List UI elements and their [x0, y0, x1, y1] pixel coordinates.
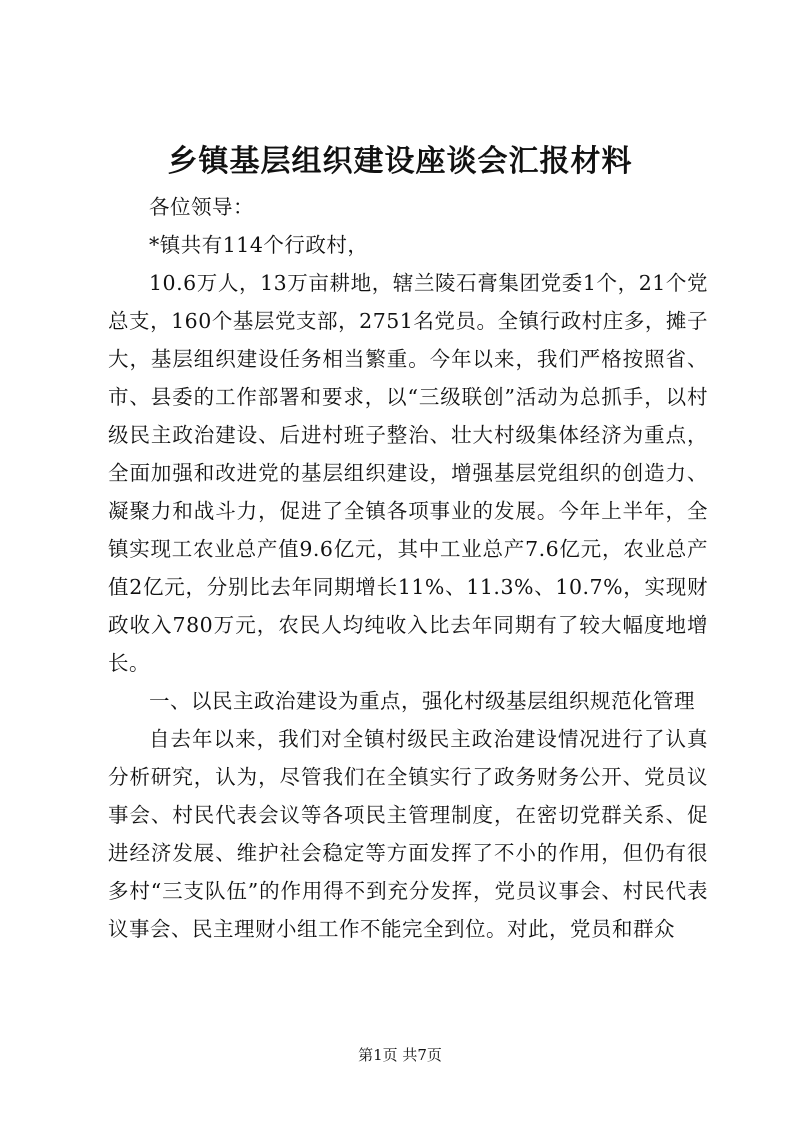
intro-paragraph: *镇共有114个行政村， [149, 233, 369, 257]
salutation-paragraph: 各位领导： [149, 195, 254, 219]
overview-paragraph: 10.6万人，13万亩耕地，辖兰陵石膏集团党委1个，21个党总支，160个基层党支部，2751名党员。全镇行政村庄多，摊子大，基层组织建设任务相当繁重。今年以来，我们严格按照省、市、县委的工作部署和要求，以“三级联创”活动为总抓手，以村级民主政治建设、后进村班子整治、壮大村级集体经济为重点，全面加强和改进党的基层组织建设，增强基层党组织的创造力、凝聚力和战斗力，促进了全镇各项事业的发展。今年上半年，全镇实现工农业总产值9.6亿元，其中工业总产7.6亿元，农业总产值2亿元，分别比去年同期增长11%、11.3%、10.7%，实现财政收入780万元，农民人均纯收入比去年同期有了较大幅度地增长。 [108, 271, 708, 675]
document-body [108, 188, 708, 948]
section-heading: 一、以民主政治建设为重点，强化村级基层组织规范化管理 [149, 689, 695, 713]
document-title: 乡镇基层组织建设座谈会汇报材料 [167, 144, 633, 179]
section-paragraph: 自去年以来，我们对全镇村级民主政治建设情况进行了认真分析研究，认为，尽管我们在全镇实行了政务财务公开、党员议事会、村民代表会议等各项民主管理制度，在密切党群关系、促进经济发展、维护社会稳定等方面发挥了不小的作用，但仍有很多村“三支队伍”的作用得不到充分发挥，党员议事会、村民代表议事会、民主理财小组工作不能完全到位。对此，党员和群众 [108, 727, 708, 941]
page-footer: 第1页 共7页 [358, 1046, 442, 1064]
